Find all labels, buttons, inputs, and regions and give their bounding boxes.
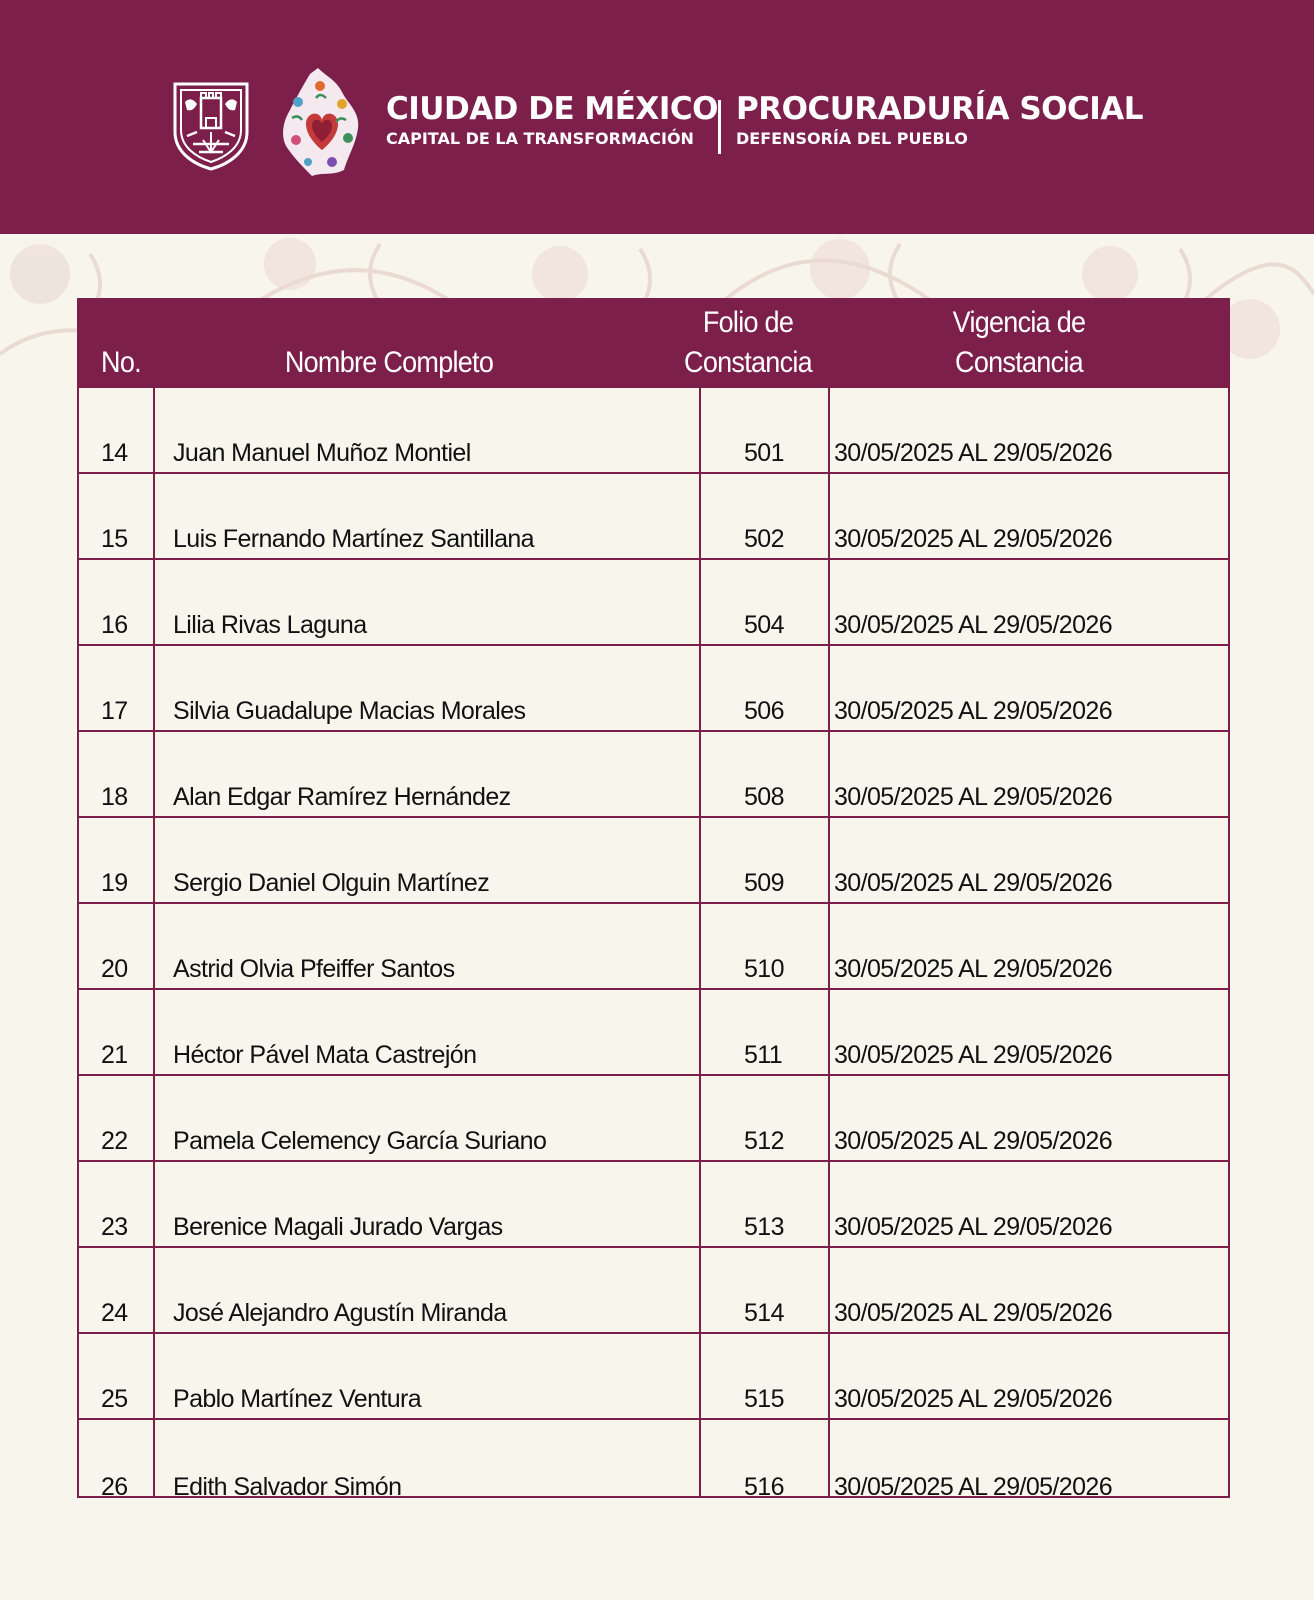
vigencia-dates: 30/05/2025 AL 29/05/2026	[834, 611, 1113, 639]
folio-number: 502	[744, 525, 784, 553]
vigencia-dates: 30/05/2025 AL 29/05/2026	[834, 1127, 1113, 1155]
vigencia-dates: 30/05/2025 AL 29/05/2026	[834, 783, 1113, 811]
table-header	[79, 300, 1228, 388]
person-name: Astrid Olvia Pfeiffer Santos	[173, 955, 455, 983]
table-row	[79, 560, 1228, 646]
row-number: 24	[101, 1299, 128, 1327]
constancias-table	[77, 298, 1230, 1501]
vigencia-dates: 30/05/2025 AL 29/05/2026	[834, 1299, 1113, 1327]
person-name: Berenice Magali Jurado Vargas	[173, 1213, 503, 1241]
table-row	[79, 1420, 1228, 1506]
folio-number: 511	[744, 1041, 783, 1069]
agency-title: PROCURADURÍA SOCIAL	[736, 91, 1144, 127]
row-number: 18	[101, 783, 128, 811]
person-name: Pablo Martínez Ventura	[173, 1385, 422, 1413]
agency-brand	[736, 90, 1143, 150]
vigencia-dates: 30/05/2025 AL 29/05/2026	[834, 697, 1113, 725]
folio-number: 513	[744, 1213, 784, 1241]
vigencia-dates: 30/05/2025 AL 29/05/2026	[834, 1041, 1113, 1069]
table-row	[79, 1162, 1228, 1248]
row-number: 19	[101, 869, 128, 897]
header-banner	[0, 0, 1314, 234]
folio-number: 501	[744, 439, 784, 467]
folio-number: 512	[744, 1127, 784, 1155]
agency-subtitle: DEFENSORÍA DEL PUEBLO	[736, 129, 968, 148]
row-number: 25	[101, 1385, 128, 1413]
table-row	[79, 1248, 1228, 1334]
header-vigencia-line1: Vigencia de	[952, 306, 1086, 339]
table-row	[79, 1076, 1228, 1162]
city-subtitle: CAPITAL DE LA TRANSFORMACIÓN	[386, 129, 694, 148]
row-number: 23	[101, 1213, 128, 1241]
row-number: 16	[101, 611, 128, 639]
header-folio-line1: Folio de	[702, 306, 794, 339]
vigencia-dates: 30/05/2025 AL 29/05/2026	[834, 1385, 1113, 1413]
folio-number: 510	[744, 955, 784, 983]
cdmx-shield-icon	[171, 80, 251, 172]
row-number: 20	[101, 955, 128, 983]
row-number: 26	[101, 1473, 128, 1501]
table-row	[79, 904, 1228, 990]
city-title: CIUDAD DE MÉXICO	[386, 91, 718, 127]
cdmx-floral-map-icon	[276, 62, 366, 180]
table-row	[79, 474, 1228, 560]
vigencia-dates: 30/05/2025 AL 29/05/2026	[834, 525, 1113, 553]
row-number: 17	[101, 697, 128, 725]
header-vigencia-line2: Constancia	[955, 346, 1083, 379]
table-row	[79, 818, 1228, 904]
person-name: Silvia Guadalupe Macias Morales	[173, 697, 526, 725]
vigencia-dates: 30/05/2025 AL 29/05/2026	[834, 869, 1113, 897]
person-name: Alan Edgar Ramírez Hernández	[173, 783, 511, 811]
vigencia-dates: 30/05/2025 AL 29/05/2026	[834, 439, 1113, 467]
header-no: No.	[101, 346, 141, 379]
table-row	[79, 1334, 1228, 1420]
row-number: 22	[101, 1127, 128, 1155]
folio-number: 509	[744, 869, 784, 897]
person-name: Pamela Celemency García Suriano	[173, 1127, 547, 1155]
table-row	[79, 990, 1228, 1076]
person-name: José Alejandro Agustín Miranda	[173, 1299, 507, 1327]
row-number: 15	[101, 525, 128, 553]
row-number: 21	[101, 1041, 128, 1069]
header-name: Nombre Completo	[284, 346, 494, 379]
city-brand	[386, 90, 718, 150]
table-row	[79, 732, 1228, 818]
person-name: Juan Manuel Muñoz Montiel	[173, 439, 471, 467]
folio-number: 514	[744, 1299, 784, 1327]
table-row	[79, 388, 1228, 474]
person-name: Sergio Daniel Olguin Martínez	[173, 869, 490, 897]
folio-number: 508	[744, 783, 784, 811]
folio-number: 506	[744, 697, 784, 725]
folio-number: 516	[744, 1473, 784, 1501]
person-name: Edith Salvador Simón	[173, 1473, 402, 1501]
brand-divider	[718, 100, 721, 154]
person-name: Luis Fernando Martínez Santillana	[173, 525, 534, 553]
vigencia-dates: 30/05/2025 AL 29/05/2026	[834, 1473, 1113, 1501]
folio-number: 515	[744, 1385, 784, 1413]
vigencia-dates: 30/05/2025 AL 29/05/2026	[834, 955, 1113, 983]
person-name: Lilia Rivas Laguna	[173, 611, 367, 639]
vigencia-dates: 30/05/2025 AL 29/05/2026	[834, 1213, 1113, 1241]
person-name: Héctor Pável Mata Castrejón	[173, 1041, 477, 1069]
row-number: 14	[101, 439, 128, 467]
folio-number: 504	[744, 611, 784, 639]
table-row	[79, 646, 1228, 732]
header-folio-line2: Constancia	[684, 346, 812, 379]
